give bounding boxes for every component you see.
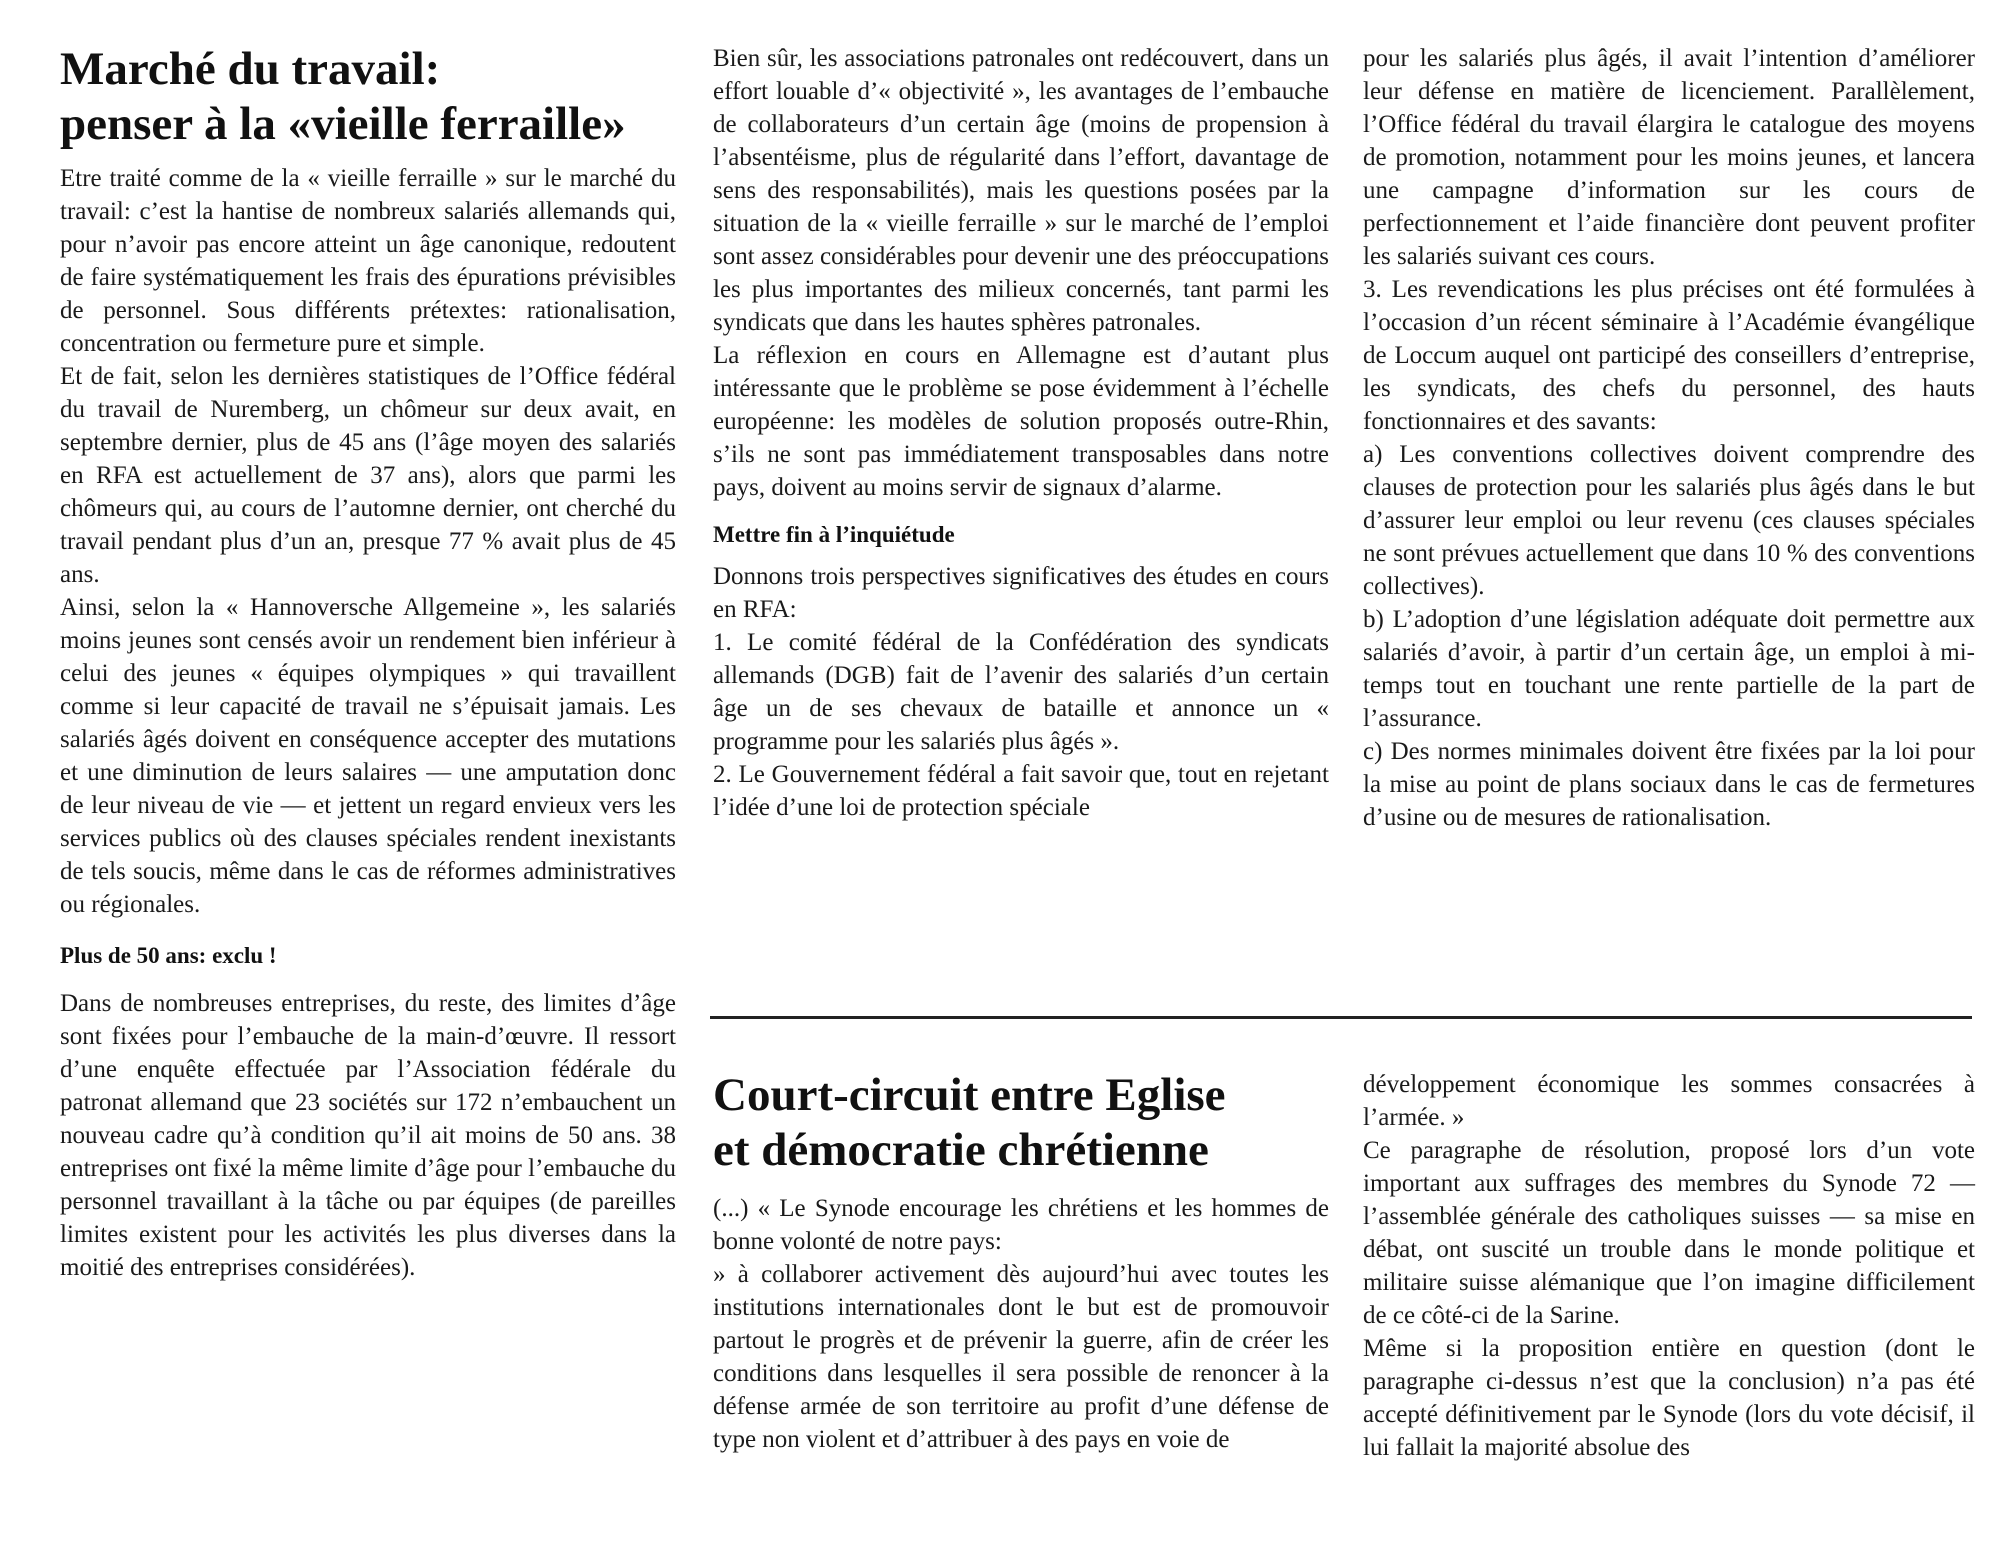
article1-column-3 (1363, 42, 1975, 834)
article1-paragraph: 3. Les revendications les plus précises ont été formulées à l’occasion d’un récent séminaire à l’Académie évangélique de Loccum auquel ont participé des conseillers d’entreprise, les syndicats, des chefs du personnel, des hauts fonctionnaires et des savants: (1363, 276, 1975, 435)
article1-paragraph: Bien sûr, les associations patronales ont redécouvert, dans un effort louable d’« objectivité », les avantages de l’embauche de collaborateurs d’un certain âge (moins de propension à l’absentéisme, plus de régularité dans l’effort, davantage de sens des responsabilités), mais les questions posées par la situation de la « vieille ferraille » sur le marché de l’emploi sont assez considérables pour devenir une des préoccupations les plus importantes des milieux concernés, tant parmi les syndicats que dans les hautes sphères patronales. (713, 45, 1329, 336)
article1-headline-line1: Marché du travail: (60, 43, 441, 95)
article1-paragraph: 2. Le Gouvernement fédéral a fait savoir que, tout en rejetant l’idée d’une loi de protection spéciale (713, 761, 1329, 821)
article2-paragraph: (...) « Le Synode encourage les chrétiens et les hommes de bonne volonté de notre pays: (713, 1195, 1329, 1255)
article2-column-2 (713, 1068, 1329, 1456)
article1-paragraph: b) L’adoption d’une législation adéquate doit permettre aux salariés d’avoir, à partir d’un certain âge, un emploi à mi-temps tout en touchant une rente partielle de la part de l’assurance. (1363, 606, 1975, 732)
article1-paragraph: Ainsi, selon la « Hannoversche Allgemeine », les salariés moins jeunes sont censés avoir un rendement bien inférieur à celui des jeunes « équipes olympiques » qui travaillent comme si leur capacité de travail ne s’épuisait jamais. Les salariés âgés doivent en conséquence accepter des mutations et une diminution de leurs salaires — une amputation donc de leur niveau de vie — et jettent un regard envieux vers les services publics où des clauses spéciales rendent inexistants de tels soucis, même dans le cas de réformes administratives ou régionales. (60, 594, 676, 918)
subhead-plus-50: Plus de 50 ans: exclu ! (60, 943, 277, 968)
article1-column-1 (60, 42, 676, 1284)
article2-headline-line1: Court-circuit entre Eglise (713, 1069, 1226, 1121)
article1-paragraph: Etre traité comme de la « vieille ferraille » sur le marché du travail: c’est la hantise de nombreux salariés allemands qui, pour n’avoir pas encore atteint un âge canonique, redoutent de faire systématiquement les frais des épurations prévisibles de personnel. Sous différents prétextes: rationalisation, concentration ou fermeture pure et simple. (60, 165, 676, 357)
article1-paragraph: 1. Le comité fédéral de la Confédération des syndicats allemands (DGB) fait de l’avenir des salariés d’un certain âge un de ses chevaux de bataille et annonce un « programme pour les salariés plus âgés ». (713, 629, 1329, 755)
subhead-inquietude: Mettre fin à l’inquiétude (713, 522, 955, 547)
article2-column-3 (1363, 1068, 1975, 1464)
article1-paragraph: a) Les conventions collectives doivent comprendre des clauses de protection pour les salariés plus âgés dans le but d’assurer leur emploi ou leur revenu (ces clauses spéciales ne sont prévues actuellement que dans 10 % des conventions collectives). (1363, 441, 1975, 600)
article1-paragraph: pour les salariés plus âgés, il avait l’intention d’améliorer leur défense en matière de licenciement. Parallèlement, l’Office fédéral du travail élargira le catalogue des moyens de promotion, notamment pour les moins jeunes, et lancera une campagne d’information sur les cours de perfectionnement et l’aide financière dont peuvent profiter les salariés suivant ces cours. (1363, 45, 1975, 270)
article2-paragraph: Ce paragraphe de résolution, proposé lors d’un vote important aux suffrages des membres du Synode 72 — l’assemblée générale des catholiques suisses — sa mise en débat, ont suscité un trouble dans le monde politique et militaire suisse alémanique que l’on imagine difficilement de ce côté-ci de la Sarine. (1363, 1137, 1975, 1329)
article2-headline (713, 1068, 1329, 1178)
article-separator-rule (710, 1016, 1972, 1019)
article2-paragraph: » à collaborer activement dès aujourd’hui avec toutes les institutions internationales dont le but est de promouvoir partout le progrès et de prévenir la guerre, afin de créer les conditions dans lesquelles il sera possible de renoncer à la défense armée de son territoire au profit d’une défense de type non violent et d’attribuer à des pays en voie de (713, 1261, 1329, 1453)
article1-paragraph: Et de fait, selon les dernières statistiques de l’Office fédéral du travail de Nuremberg, un chômeur sur deux avait, en septembre dernier, plus de 45 ans (l’âge moyen des salariés en RFA est actuellement de 37 ans), alors que parmi les chômeurs qui, au cours de l’automne dernier, ont cherché du travail pendant plus d’un an, presque 77 % avait plus de 45 ans. (60, 363, 676, 588)
article1-paragraph: Dans de nombreuses entreprises, du reste, des limites d’âge sont fixées pour l’embauche de la main-d’œuvre. Il ressort d’une enquête effectuée par l’Association fédérale du patronat allemand que 23 sociétés sur 172 n’embauchent un nouveau cadre qu’à condition qu’il ait moins de 50 ans. 38 entreprises ont fixé la même limite d’âge pour l’embauche du personnel travaillant à la tâche ou par équipes (de pareilles limites existent pour les activités les plus diverses dans la moitié des entreprises considérées). (60, 990, 676, 1281)
article2-paragraph: développement économique les sommes consacrées à l’armée. » (1363, 1071, 1975, 1131)
article1-column-2 (713, 42, 1329, 824)
article1-paragraph: La réflexion en cours en Allemagne est d’autant plus intéressante que le problème se pose évidemment à l’échelle européenne: les modèles de solution proposés outre-Rhin, s’ils ne sont pas immédiatement transposables dans notre pays, doivent au moins servir de signaux d’alarme. (713, 342, 1329, 501)
article2-headline-line2: et démocratie chrétienne (713, 1124, 1209, 1176)
article1-headline-line2: penser à la «vieille ferraille» (60, 98, 626, 150)
article2-paragraph: Même si la proposition entière en question (dont le paragraphe ci-dessus n’est que la conclusion) n’a pas été accepté définitivement par le Synode (lors du vote décisif, il lui fallait la majorité absolue des (1363, 1335, 1975, 1461)
article1-headline (60, 42, 676, 152)
article1-paragraph: Donnons trois perspectives significatives des études en cours en RFA: (713, 563, 1329, 623)
article1-paragraph: c) Des normes minimales doivent être fixées par la loi pour la mise au point de plans sociaux dans le cas de fermetures d’usine ou de mesures de rationalisation. (1363, 738, 1975, 831)
